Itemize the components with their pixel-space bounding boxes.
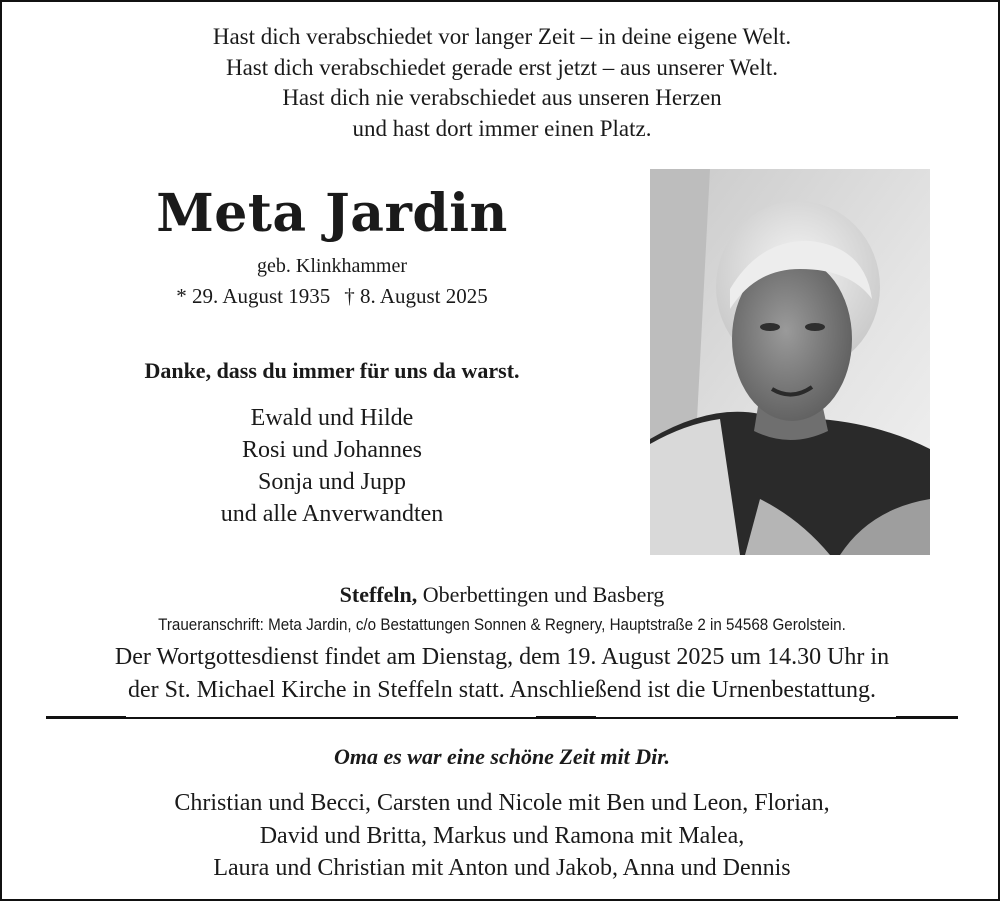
service-info <box>2 641 1000 707</box>
grandchildren-heading: Oma es war eine schöne Zeit mit Dir. <box>333 744 671 769</box>
family-line: Sonja und Jupp <box>257 469 406 495</box>
grandchildren-line: Laura und Christian mit Anton und Jakob, Anna und Dennis <box>213 855 791 881</box>
mourners-family <box>82 402 582 530</box>
grandchildren-line: David und Britta, Markus und Ramona mit Malea, <box>259 822 745 849</box>
poem-line: Hast dich verabschiedet gerade erst jetzt – aus unserer Welt. <box>225 54 779 80</box>
service-line: der St. Michael Kirche in Steffeln statt. Anschließend ist die Urnenbestattung. <box>127 677 877 703</box>
place-line <box>2 580 1000 610</box>
poem-line: Hast dich nie verabschiedet aus unseren Herzen <box>282 85 722 110</box>
grandchildren-line: Christian und Becci, Carsten und Nicole mit Ben und Leon, Florian, <box>174 790 830 816</box>
mourning-address: Traueranschrift: Meta Jardin, c/o Bestattungen Sonnen & Regnery, Hauptstraße 2 in 54568 Gerolstein. <box>158 616 846 634</box>
poem-line: Hast dich verabschiedet vor langer Zeit – in deine eigene Welt. <box>212 24 792 49</box>
divider-accent <box>536 716 596 719</box>
divider-accent <box>46 716 126 719</box>
death-date: † 8. August 2025 <box>344 284 488 308</box>
family-line: Rosi und Johannes <box>242 437 422 463</box>
life-dates <box>82 282 582 310</box>
poem-line: und hast dort immer einen Platz. <box>352 115 652 141</box>
maiden-name: geb. Klinkhammer <box>257 255 407 277</box>
divider-line <box>46 717 958 719</box>
divider-accent <box>896 716 958 719</box>
poem <box>2 22 1000 144</box>
service-line: Der Wortgottesdienst findet am Dienstag, dem 19. August 2025 um 14.30 Uhr in <box>114 644 890 670</box>
place-main: Steffeln, <box>339 582 418 607</box>
family-line: Ewald und Hilde <box>250 405 414 431</box>
deceased-name: Meta Jardin <box>156 183 508 244</box>
grandchildren-list <box>2 787 1000 885</box>
thanks-line: Danke, dass du immer für uns da warst. <box>144 358 520 383</box>
birth-date: * 29. August 1935 <box>176 284 331 308</box>
portrait-photo-icon <box>650 169 930 555</box>
portrait-photo <box>650 169 930 555</box>
place-rest: Oberbettingen und Basberg <box>417 582 665 607</box>
family-line: und alle Anverwandten <box>220 501 444 527</box>
